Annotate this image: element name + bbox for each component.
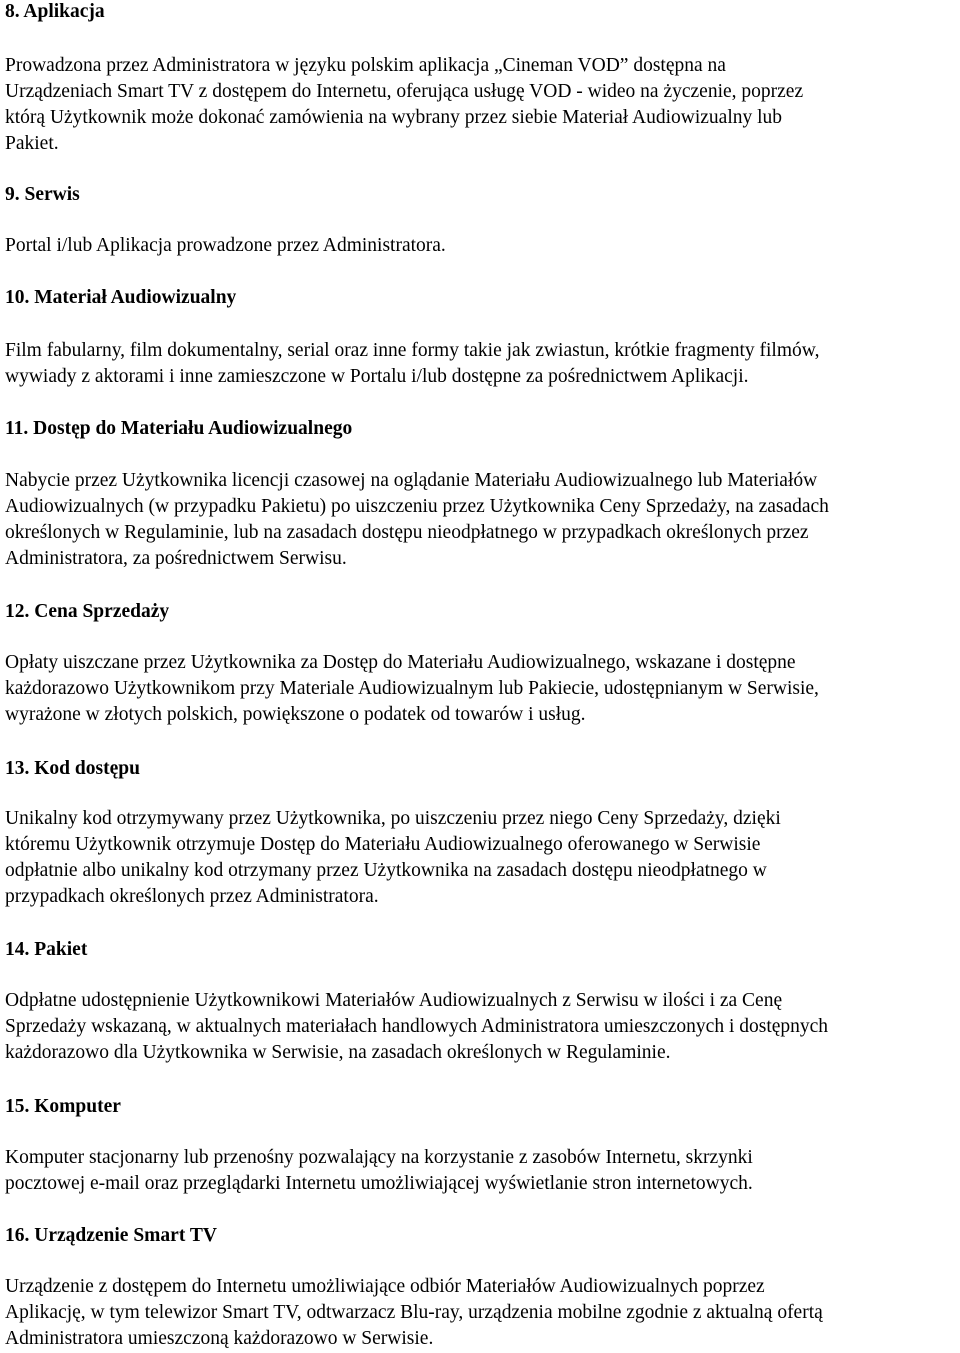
section-heading-cena-sprzedazy: 12. Cena Sprzedaży xyxy=(5,601,170,622)
text-line: Administratora umieszczoną każdorazowo w Serwisie. xyxy=(5,1328,434,1349)
section-body-kod-dostepu xyxy=(5,806,955,910)
text-line: którą Użytkownik może dokonać zamówienia na wybrany przez siebie Materiał Audiowizualny lub xyxy=(5,107,783,128)
section-body-komputer xyxy=(5,1145,955,1197)
section-heading-dostep: 11. Dostęp do Materiału Audiowizualnego xyxy=(5,418,353,439)
text-line: Audiowizualnych (w przypadku Pakietu) po uiszczeniu przez Użytkownika Ceny Sprzedaży, na zasadach xyxy=(5,496,829,517)
section-body-aplikacja xyxy=(5,53,955,157)
text-line: odpłatnie albo unikalny kod otrzymany przez Użytkownika na zasadach dostępu nieodpłatnego w xyxy=(5,860,767,881)
text-line: Urządzenie z dostępem do Internetu umożliwiające odbiór Materiałów Audiowizualnych poprzez xyxy=(5,1276,765,1297)
section-heading-pakiet: 14. Pakiet xyxy=(5,939,88,960)
section-heading-serwis: 9. Serwis xyxy=(5,184,80,205)
text-line: Nabycie przez Użytkownika licencji czasowej na oglądanie Materiału Audiowizualnego lub Materiałów xyxy=(5,470,818,491)
section-body-dostep xyxy=(5,468,955,572)
text-line: Portal i/lub Aplikacja prowadzone przez Administratora. xyxy=(5,235,446,256)
section-heading-kod-dostepu: 13. Kod dostępu xyxy=(5,758,140,779)
text-line: Administratora, za pośrednictwem Serwisu. xyxy=(5,548,347,569)
text-line: Komputer stacjonarny lub przenośny pozwalający na korzystanie z zasobów Internetu, skrzynki xyxy=(5,1147,753,1168)
text-line: każdorazowo Użytkownikom przy Materiale Audiowizualnym lub Pakiecie, udostępnianym w Serwisie, xyxy=(5,678,819,699)
section-heading-material-audiowizualny: 10. Materiał Audiowizualny xyxy=(5,287,237,308)
text-line: któremu Użytkownik otrzymuje Dostęp do Materiału Audiowizualnego oferowanego w Serwisie xyxy=(5,834,761,855)
section-body-cena-sprzedazy xyxy=(5,650,955,728)
text-line: Opłaty uiszczane przez Użytkownika za Dostęp do Materiału Audiowizualnego, wskazane i dostępne xyxy=(5,652,796,673)
text-line: Urządzeniach Smart TV z dostępem do Internetu, oferująca usługę VOD - wideo na życzenie, poprzez xyxy=(5,81,804,102)
section-body-pakiet xyxy=(5,988,955,1066)
text-line: Aplikację, w tym telewizor Smart TV, odtwarzacz Blu-ray, urządzenia mobilne zgodnie z aktualną ofertą xyxy=(5,1302,823,1323)
text-line: wyrażone w złotych polskich, powiększone o podatek od towarów i usług. xyxy=(5,704,586,725)
section-body-urzadzenie-smart-tv xyxy=(5,1274,955,1352)
section-heading-urzadzenie-smart-tv: 16. Urządzenie Smart TV xyxy=(5,1225,217,1246)
text-line: przypadkach określonych przez Administratora. xyxy=(5,886,379,907)
text-line: wywiady z aktorami i inne zamieszczone w Portalu i/lub dostępne za pośrednictwem Aplikacji. xyxy=(5,366,749,387)
text-line: Prowadzona przez Administratora w języku polskim aplikacja „Cineman VOD” dostępna na xyxy=(5,55,726,76)
section-heading-aplikacja: 8. Aplikacja xyxy=(5,1,105,22)
section-body-material-audiowizualny xyxy=(5,338,955,390)
text-line: Pakiet. xyxy=(5,133,59,154)
text-line: określonych w Regulaminie, lub na zasadach dostępu nieodpłatnego w przypadkach określonych przez xyxy=(5,522,809,543)
section-body-serwis xyxy=(5,233,955,259)
text-line: Film fabularny, film dokumentalny, serial oraz inne formy takie jak zwiastun, krótkie fragmenty filmów, xyxy=(5,340,820,361)
text-line: pocztowej e-mail oraz przeglądarki Internetu umożliwiającej wyświetlanie stron internetowych. xyxy=(5,1173,753,1194)
text-line: każdorazowo dla Użytkownika w Serwisie, na zasadach określonych w Regulaminie. xyxy=(5,1042,671,1063)
text-line: Unikalny kod otrzymywany przez Użytkownika, po uiszczeniu przez niego Ceny Sprzedaży, dzięki xyxy=(5,808,781,829)
section-heading-komputer: 15. Komputer xyxy=(5,1096,121,1117)
text-line: Odpłatne udostępnienie Użytkownikowi Materiałów Audiowizualnych z Serwisu w ilości i za Cenę xyxy=(5,990,783,1011)
text-line: Sprzedaży wskazaną, w aktualnych materiałach handlowych Administratora umieszczonych i dostępnych xyxy=(5,1016,829,1037)
